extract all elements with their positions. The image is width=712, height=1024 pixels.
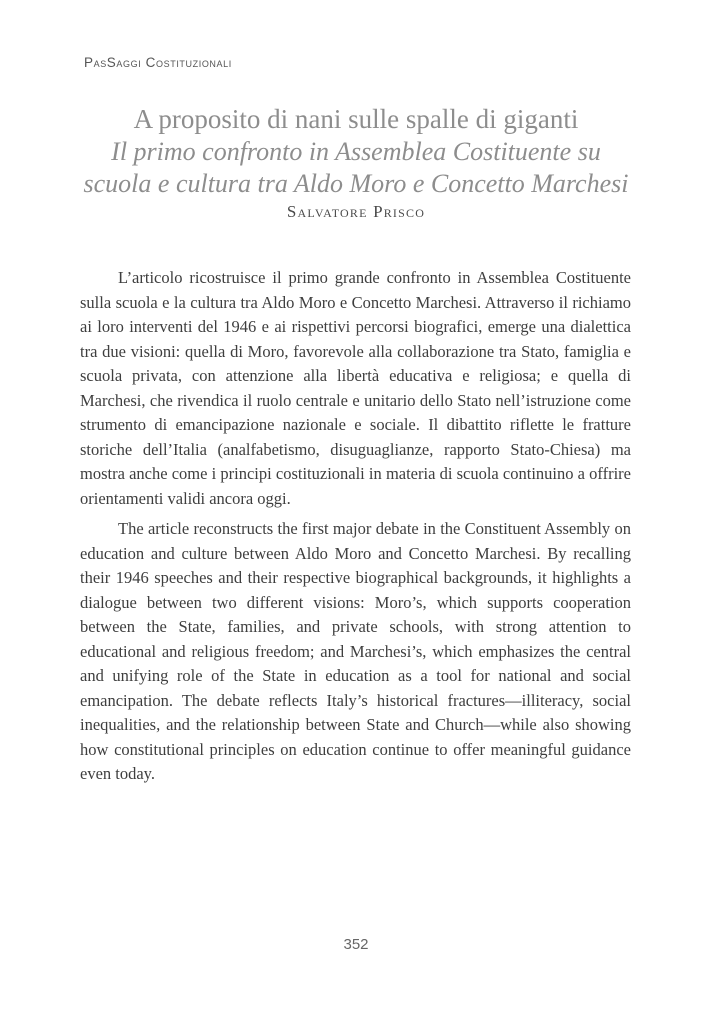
article-title: A proposito di nani sulle spalle di giganti (133, 104, 579, 134)
title-block (80, 103, 632, 200)
article-subtitle-line-1: Il primo confronto in Assemblea Costituente su (111, 137, 601, 166)
author-name: Salvatore Prisco (286, 202, 426, 221)
journal-header: PasSaggi Costituzionali (84, 55, 232, 70)
abstract-italian: L’articolo ricostruisce il primo grande confronto in Assemblea Costituente sulla scuola e la cultura tra Aldo Moro e Concetto Marchesi. Attraverso il richiamo ai loro interventi del 1946 e ai rispettivi percorsi biografici, emerge una dialettica tra due visioni: quella di Moro, favorevole alla collaborazione tra Stato, famiglia e scuola privata, con attenzione alla libertà educativa e religiosa; e quella di Marchesi, che rivendica il ruolo centrale e unitario dello Stato nell’istruzione come strumento di emancipazione nazionale e sociale. Il dibattito riflette le fratture storiche dell’Italia (analfabetismo, disuguaglianze, rapporto Stato-Chiesa) ma mostra anche come i principi costituzionali in materia di scuola continuino a offrire orientamenti validi ancora oggi. (80, 268, 631, 508)
abstract-english: The article reconstructs the first major debate in the Constituent Assembly on education and culture between Aldo Moro and Concetto Marchesi. By recalling their 1946 speeches and their respective biographical backgrounds, it highlights a dialogue between two different visions: Moro’s, which supports cooperation between the State, families, and private schools, with strong attention to educational and religious freedom; and Marchesi’s, which emphasizes the central and unifying role of the State in education as a tool for national and social emancipation. The debate reflects Italy’s historical fractures—illiteracy, social inequalities, and the relationship between State and Church—while also showing how constitutional principles on education continue to offer meaningful guidance even today. (80, 519, 631, 783)
page-number: 352 (343, 936, 369, 953)
article-subtitle-line-2: scuola e cultura tra Aldo Moro e Concetto Marchesi (83, 169, 629, 198)
